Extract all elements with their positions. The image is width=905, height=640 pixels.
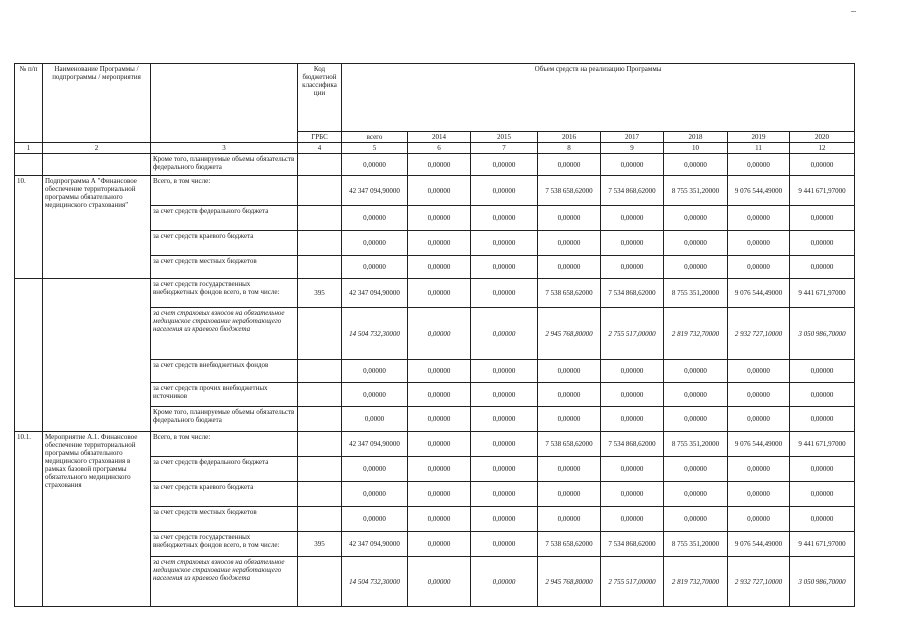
program-name (43, 154, 151, 176)
funding-source: за счет средств краевого бюджета (151, 482, 298, 507)
header-blank (151, 64, 298, 143)
amount-cell: 0,00000 (601, 507, 664, 532)
amount-cell: 0,00000 (790, 256, 855, 279)
amount-cell: 8 755 351,20000 (664, 532, 728, 557)
funding-source: за счет средств государственных внебюджетных фондов всего, в том числе: (151, 279, 298, 308)
amount-cell: 0,00000 (471, 482, 538, 507)
amount-cell: 0,00000 (471, 432, 538, 457)
amount-cell: 0,00000 (342, 206, 408, 231)
amount-cell: 0,00000 (728, 231, 790, 256)
amount-cell: 0,00000 (408, 360, 471, 383)
funding-source: за счет страховых взносов на обязательное медицинское страхование неработающего населения из краевого бюджета (151, 308, 298, 360)
amount-cell: 14 504 732,30000 (342, 557, 408, 607)
amount-cell: 0,00000 (471, 507, 538, 532)
amount-cell: 7 538 658,62000 (538, 532, 601, 557)
amount-cell: 3 050 986,70000 (790, 557, 855, 607)
amount-cell: 9 076 544,49000 (728, 432, 790, 457)
amount-cell: 0,00000 (342, 231, 408, 256)
amount-cell: 0,00000 (728, 154, 790, 176)
amount-cell: 0,00000 (601, 482, 664, 507)
amount-cell: 0,00000 (408, 256, 471, 279)
amount-cell: 0,00000 (728, 256, 790, 279)
amount-cell: 9 076 544,49000 (728, 532, 790, 557)
amount-cell: 0,00000 (471, 256, 538, 279)
header-2020: 2020 (790, 132, 855, 143)
amount-cell: 0,00000 (471, 176, 538, 206)
header-2019: 2019 (728, 132, 790, 143)
amount-cell: 0,00000 (408, 308, 471, 360)
amount-cell: 0,00000 (408, 383, 471, 407)
amount-cell: 0,00000 (471, 532, 538, 557)
amount-cell: 42 347 094,90000 (342, 176, 408, 206)
grbs-code (298, 154, 342, 176)
amount-cell: 2 932 727,10000 (728, 308, 790, 360)
amount-cell: 0,00000 (664, 482, 728, 507)
row-number: 10. (15, 176, 43, 279)
amount-cell: 0,00000 (664, 256, 728, 279)
amount-cell: 0,00000 (538, 407, 601, 432)
amount-cell: 0,00000 (471, 206, 538, 231)
grbs-code (298, 231, 342, 256)
amount-cell: 0,00000 (728, 507, 790, 532)
colnum-8: 8 (538, 143, 601, 154)
amount-cell: 8 755 351,20000 (664, 176, 728, 206)
amount-cell: 14 504 732,30000 (342, 308, 408, 360)
header-2018: 2018 (664, 132, 728, 143)
funding-source: за счет средств федерального бюджета (151, 457, 298, 482)
amount-cell: 0,00000 (601, 383, 664, 407)
amount-cell: 0,00000 (790, 507, 855, 532)
amount-cell: 0,00000 (664, 360, 728, 383)
amount-cell: 0,00000 (471, 308, 538, 360)
amount-cell: 9 441 671,97000 (790, 279, 855, 308)
grbs-code (298, 432, 342, 457)
colnum-3: 3 (151, 143, 298, 154)
amount-cell: 7 538 658,62000 (538, 176, 601, 206)
amount-cell: 0,00000 (601, 256, 664, 279)
amount-cell: 0,00000 (790, 482, 855, 507)
amount-cell: 0,0000 (342, 407, 408, 432)
amount-cell: 0,00000 (408, 176, 471, 206)
amount-cell: 0,00000 (664, 231, 728, 256)
amount-cell: 0,00000 (408, 407, 471, 432)
amount-cell: 0,00000 (601, 407, 664, 432)
amount-cell: 7 534 868,62000 (601, 176, 664, 206)
amount-cell: 2 755 517,00000 (601, 557, 664, 607)
funding-source: за счет средств внебюджетных фондов (151, 360, 298, 383)
funding-source: Всего, в том числе: (151, 432, 298, 457)
colnum-2: 2 (43, 143, 151, 154)
amount-cell: 0,00000 (790, 206, 855, 231)
amount-cell: 7 534 868,62000 (601, 432, 664, 457)
amount-cell: 9 076 544,49000 (728, 176, 790, 206)
table-row (15, 154, 855, 176)
amount-cell: 0,00000 (408, 279, 471, 308)
colnum-9: 9 (601, 143, 664, 154)
colnum-1: 1 (15, 143, 43, 154)
amount-cell: 0,00000 (538, 231, 601, 256)
header-2015: 2015 (471, 132, 538, 143)
program-funding-table (14, 63, 855, 607)
amount-cell: 7 534 868,62000 (601, 279, 664, 308)
amount-cell: 0,00000 (790, 383, 855, 407)
amount-cell: 0,00000 (471, 557, 538, 607)
funding-source: за счет средств местных бюджетов (151, 256, 298, 279)
amount-cell: 0,00000 (790, 360, 855, 383)
funding-source: Кроме того, планируемые объемы обязательств федерального бюджета (151, 154, 298, 176)
header-volume: Объем средств на реализацию Программы (342, 64, 855, 132)
amount-cell: 0,00000 (538, 360, 601, 383)
colnum-11: 11 (728, 143, 790, 154)
amount-cell: 42 347 094,90000 (342, 279, 408, 308)
amount-cell: 3 050 986,70000 (790, 308, 855, 360)
amount-cell: 0,00000 (728, 383, 790, 407)
colnum-4: 4 (298, 143, 342, 154)
amount-cell: 0,00000 (728, 407, 790, 432)
grbs-code (298, 383, 342, 407)
amount-cell: 2 819 732,70000 (664, 557, 728, 607)
amount-cell: 0,00000 (664, 507, 728, 532)
amount-cell: 9 076 544,49000 (728, 279, 790, 308)
grbs-code: 395 (298, 279, 342, 308)
amount-cell: 0,00000 (342, 360, 408, 383)
header-2014: 2014 (408, 132, 471, 143)
row-number (15, 279, 43, 432)
amount-cell: 2 819 732,70000 (664, 308, 728, 360)
amount-cell: 0,00000 (342, 457, 408, 482)
grbs-code (298, 256, 342, 279)
table-row (15, 176, 855, 206)
header-2017: 2017 (601, 132, 664, 143)
amount-cell: 0,00000 (601, 457, 664, 482)
amount-cell: 0,00000 (728, 457, 790, 482)
funding-source: за счет средств краевого бюджета (151, 231, 298, 256)
funding-source: за счет средств государственных внебюджетных фондов всего, в том числе: (151, 532, 298, 557)
grbs-code (298, 176, 342, 206)
colnum-10: 10 (664, 143, 728, 154)
amount-cell: 8 755 351,20000 (664, 279, 728, 308)
amount-cell: 0,00000 (471, 457, 538, 482)
amount-cell: 9 441 671,97000 (790, 532, 855, 557)
amount-cell: 0,00000 (471, 360, 538, 383)
amount-cell: 0,00000 (538, 256, 601, 279)
column-number-row (15, 143, 855, 154)
row-number: 10.1. (15, 432, 43, 607)
amount-cell: 0,00000 (408, 154, 471, 176)
colnum-6: 6 (408, 143, 471, 154)
grbs-code (298, 407, 342, 432)
colnum-5: 5 (342, 143, 408, 154)
header-name: Наименование Программы / подпрограммы / мероприятия (43, 64, 151, 143)
amount-cell: 0,00000 (664, 206, 728, 231)
colnum-7: 7 (471, 143, 538, 154)
amount-cell: 0,00000 (601, 206, 664, 231)
funding-source: за счет страховых взносов на обязательное медицинское страхование неработающего населения из краевого бюджета (151, 557, 298, 607)
amount-cell: 2 945 768,80000 (538, 557, 601, 607)
scan-mark (851, 11, 856, 12)
amount-cell: 0,00000 (728, 482, 790, 507)
program-name: Мероприятие А.1. Финансовое обеспечение территориальной программы обязательного медицинского страхования в рамках базовой программы обязательного медицинского страхования (43, 432, 151, 607)
amount-cell: 0,00000 (601, 154, 664, 176)
amount-cell: 0,00000 (408, 482, 471, 507)
grbs-code (298, 457, 342, 482)
amount-cell: 0,00000 (342, 482, 408, 507)
amount-cell: 0,00000 (471, 383, 538, 407)
amount-cell: 0,00000 (342, 507, 408, 532)
program-name (43, 279, 151, 432)
amount-cell: 0,00000 (538, 482, 601, 507)
header-row-main (15, 64, 855, 132)
amount-cell: 9 441 671,97000 (790, 432, 855, 457)
table-row (15, 279, 855, 308)
amount-cell: 2 932 727,10000 (728, 557, 790, 607)
header-num: № п/п (15, 64, 43, 143)
amount-cell: 2 755 517,00000 (601, 308, 664, 360)
amount-cell: 0,00000 (538, 383, 601, 407)
amount-cell: 0,00000 (342, 383, 408, 407)
funding-source: Кроме того, планируемые объемы обязательств федерального бюджета (151, 407, 298, 432)
amount-cell: 0,00000 (471, 231, 538, 256)
amount-cell: 7 534 868,62000 (601, 532, 664, 557)
amount-cell: 0,00000 (601, 231, 664, 256)
grbs-code (298, 507, 342, 532)
amount-cell: 0,00000 (408, 507, 471, 532)
funding-source: за счет средств федерального бюджета (151, 206, 298, 231)
amount-cell: 0,00000 (664, 407, 728, 432)
grbs-code (298, 482, 342, 507)
amount-cell: 7 538 658,62000 (538, 432, 601, 457)
table-row (15, 432, 855, 457)
colnum-12: 12 (790, 143, 855, 154)
amount-cell: 0,00000 (538, 507, 601, 532)
row-number (15, 154, 43, 176)
amount-cell: 0,00000 (728, 206, 790, 231)
header-grbs: ГРБС (298, 132, 342, 143)
amount-cell: 0,00000 (408, 432, 471, 457)
amount-cell: 0,00000 (408, 206, 471, 231)
grbs-code (298, 206, 342, 231)
grbs-code (298, 557, 342, 607)
amount-cell: 0,00000 (664, 383, 728, 407)
header-code: Код бюджетной классифика ции (298, 64, 342, 132)
amount-cell: 0,00000 (471, 154, 538, 176)
amount-cell: 9 441 671,97000 (790, 176, 855, 206)
amount-cell: 0,00000 (601, 360, 664, 383)
amount-cell: 8 755 351,20000 (664, 432, 728, 457)
funding-source: за счет средств местных бюджетов (151, 507, 298, 532)
grbs-code (298, 360, 342, 383)
amount-cell: 2 945 768,80000 (538, 308, 601, 360)
amount-cell: 0,00000 (538, 457, 601, 482)
funding-source: Всего, в том числе: (151, 176, 298, 206)
amount-cell: 0,00000 (664, 457, 728, 482)
amount-cell: 0,00000 (408, 557, 471, 607)
amount-cell: 0,00000 (790, 407, 855, 432)
amount-cell: 42 347 094,90000 (342, 532, 408, 557)
amount-cell: 0,00000 (790, 457, 855, 482)
header-total: всего (342, 132, 408, 143)
amount-cell: 7 538 658,62000 (538, 279, 601, 308)
amount-cell: 0,00000 (728, 360, 790, 383)
amount-cell: 0,00000 (342, 154, 408, 176)
amount-cell: 0,00000 (408, 231, 471, 256)
amount-cell: 0,00000 (408, 532, 471, 557)
amount-cell: 0,00000 (538, 206, 601, 231)
amount-cell: 0,00000 (538, 154, 601, 176)
amount-cell: 0,00000 (790, 154, 855, 176)
grbs-code: 395 (298, 532, 342, 557)
program-name: Подпрограмма А "Финансовое обеспечение территориальной программы обязательного медицинского страхования" (43, 176, 151, 279)
grbs-code (298, 308, 342, 360)
amount-cell: 0,00000 (408, 457, 471, 482)
amount-cell: 0,00000 (342, 256, 408, 279)
funding-source: за счет средств прочих внебюджетных источников (151, 383, 298, 407)
amount-cell: 42 347 094,90000 (342, 432, 408, 457)
amount-cell: 0,00000 (471, 407, 538, 432)
amount-cell: 0,00000 (471, 279, 538, 308)
amount-cell: 0,00000 (664, 154, 728, 176)
header-2016: 2016 (538, 132, 601, 143)
amount-cell: 0,00000 (790, 231, 855, 256)
